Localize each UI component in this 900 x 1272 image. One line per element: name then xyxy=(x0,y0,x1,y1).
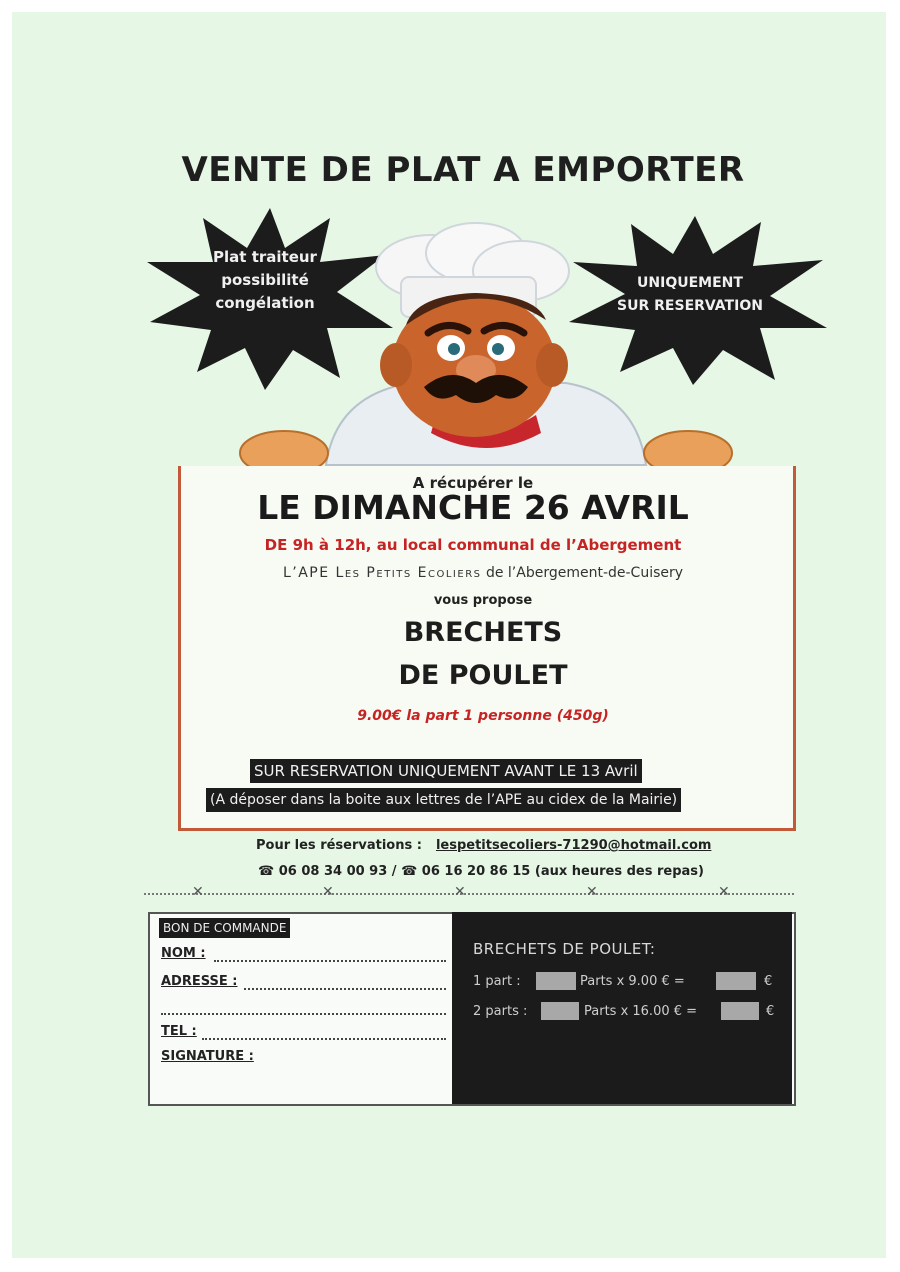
cut-line xyxy=(144,884,794,904)
row1-qty-label: 1 part : xyxy=(473,974,521,989)
chef-illustration xyxy=(236,215,736,475)
nom-label: NOM : xyxy=(161,946,206,961)
dish-line-1: BRECHETS xyxy=(403,617,563,648)
tel-field[interactable] xyxy=(202,1038,446,1040)
scissor-mark-icon: ✕ xyxy=(586,884,598,900)
burst-right-line-2: SUR RESERVATION xyxy=(617,298,763,314)
dish-line-2: DE POULET xyxy=(398,660,568,691)
propose-text: vous propose xyxy=(433,593,533,608)
row2-total-input[interactable] xyxy=(721,1002,759,1020)
scissor-mark-icon: ✕ xyxy=(192,884,204,900)
burst-right-line-1: UNIQUEMENT xyxy=(637,275,743,291)
contact-label: Pour les réservations : xyxy=(256,838,422,853)
nom-field[interactable] xyxy=(214,960,446,962)
row2-qty-input[interactable] xyxy=(541,1002,579,1020)
order-form-header: BON DE COMMANDE xyxy=(159,918,290,938)
row1-total-input[interactable] xyxy=(716,972,756,990)
order-product-title: BRECHETS DE POULET: xyxy=(473,940,656,958)
reservation-deadline: SUR RESERVATION UNIQUEMENT AVANT LE 13 Avril xyxy=(250,759,642,783)
event-date: LE DIMANCHE 26 AVRIL xyxy=(257,488,689,527)
adresse-label: ADRESSE : xyxy=(161,974,238,989)
burst-left-line-2: possibilité xyxy=(221,271,309,289)
signature-label: SIGNATURE : xyxy=(161,1049,254,1064)
row1-qty-input[interactable] xyxy=(536,972,576,990)
row2-currency: € xyxy=(766,1004,775,1019)
event-hours: DE 9h à 12h, au local communal de l’Abergement xyxy=(264,536,682,554)
burst-left-line-1: Plat traiteur xyxy=(213,248,317,266)
association-name: L’APE Les Petits Ecoliers xyxy=(282,565,482,581)
flyer-title: VENTE DE PLAT A EMPORTER xyxy=(181,150,745,190)
row1-currency: € xyxy=(764,974,773,989)
association-line xyxy=(0,565,900,581)
adresse-field-1[interactable] xyxy=(244,988,446,990)
adresse-field-2[interactable] xyxy=(161,1013,446,1015)
scissor-mark-icon: ✕ xyxy=(322,884,334,900)
deposit-instructions: (A déposer dans la boite aux lettres de l’APE au cidex de la Mairie) xyxy=(206,788,681,812)
row2-calc-label: Parts x 16.00 € = xyxy=(584,1004,698,1019)
pickup-label: A récupérer le xyxy=(412,474,534,492)
scissor-mark-icon: ✕ xyxy=(454,884,466,900)
scissor-mark-icon: ✕ xyxy=(718,884,730,900)
contact-line xyxy=(256,838,711,853)
contact-phones: ☎ 06 08 34 00 93 / ☎ 06 16 20 86 15 (aux heures des repas) xyxy=(258,864,704,879)
row2-qty-label: 2 parts : xyxy=(473,1004,528,1019)
burst-left-line-3: congélation xyxy=(215,294,315,312)
price-text: 9.00€ la part 1 personne (450g) xyxy=(357,708,609,724)
contact-email-link[interactable]: lespetitsecoliers-71290@hotmail.com xyxy=(435,838,712,853)
association-place: de l’Abergement-de-Cuisery xyxy=(481,565,684,581)
tel-label: TEL : xyxy=(161,1024,197,1039)
row1-calc-label: Parts x 9.00 € = xyxy=(580,974,685,989)
cut-dotted-line xyxy=(144,893,794,895)
